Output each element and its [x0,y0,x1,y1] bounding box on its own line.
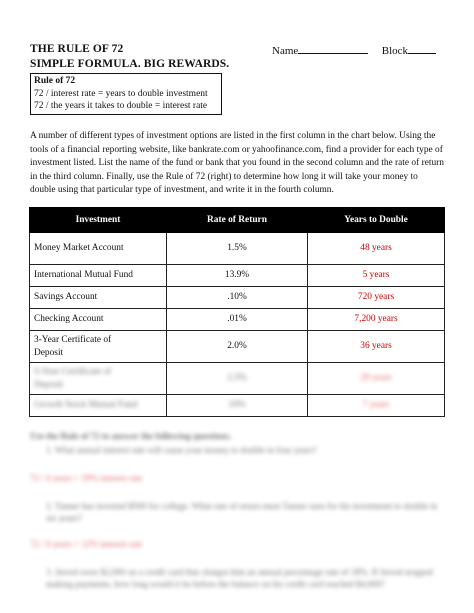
rule-box-title: Rule of 72 [34,76,76,86]
header-years: Years to Double [308,208,445,233]
table-row [30,309,445,331]
name-block-fields [272,43,436,57]
instructions-paragraph: A number of different types of investment options are listed in the first column in the chart below. Using the tools of a financial reporting website, like bankrate.com or yahoofinance.com, find a provider for each type of investment listed. List the name of the fund or bank that you found in the second column and the rate of return in the third column. Finally, use the Rule of 72 (right) to determine how long it will take your money to double using that particular type of investment, and write it in the fourth column. [30,131,444,195]
cell-rate: .01% [166,309,307,331]
cell-investment: Growth Stock Mutual Fund [30,395,167,417]
cell-investment: Checking Account [30,309,167,331]
header-rate: Rate of Return [166,208,307,233]
investment-table [29,207,445,417]
table-row [30,395,445,417]
cell-rate: 1.5% [166,233,307,265]
questions-section [30,430,444,590]
cell-years: 5 years [308,265,445,287]
worksheet-title: THE RULE OF 72 [30,43,124,55]
table-header-row [30,208,445,233]
cell-rate: 2.0% [166,331,307,363]
table-row [30,233,445,265]
cell-investment: Savings Account [30,287,167,309]
block-field[interactable] [408,43,436,54]
question-item: 1. What annual interest rate will cause your money to double in four years? [46,445,317,455]
questions-heading: Use the Rule of 72 to answer the following questions. [30,431,232,441]
cell-years: 720 years [308,287,445,309]
cell-rate: 2.5% [166,363,307,395]
cell-years: 48 years [308,233,445,265]
table-row [30,331,445,363]
table-row [30,363,445,395]
cell-years: 29 years [308,363,445,395]
name-label: Name [272,45,299,57]
cell-rate: 10% [166,395,307,417]
name-field[interactable] [298,43,368,54]
rule-of-72-box [30,73,222,115]
cell-investment: Money Market Account [30,233,167,265]
table-row [30,287,445,309]
header-investment: Investment [30,208,167,233]
cell-years: 36 years [308,331,445,363]
answer-item: 72 / 6 years = 12% interest rate [30,539,143,549]
rule-box-line2: 72 / the years it takes to double = interest rate [34,101,208,111]
cell-investment: International Mutual Fund [30,265,167,287]
block-label: Block [381,45,409,57]
cell-investment: 5-Year Certificate of Deposit [30,363,167,395]
question-item: 3. Jerrod owes $2,000 on a credit card that charges him an annual percentage rate of 18%. If Jerrod stopped making payments, how long would it be before the balance on his credit card reached $4,000? [46,567,433,589]
question-item: 2. Tanner has invested $500 for college. What rate of return must Tanner earn for his investment to double in six years? [46,501,438,523]
cell-years: 7,200 years [308,309,445,331]
cell-investment: 3-Year Certificate of Deposit [30,331,167,363]
cell-rate: 13.9% [166,265,307,287]
worksheet-subtitle: SIMPLE FORMULA. BIG REWARDS. [30,58,230,70]
answer-item: 72 / 4 years = 18% interest rate [30,473,143,483]
rule-box-line1: 72 / interest rate = years to double investment [34,88,208,99]
cell-years: 7 years [308,395,445,417]
cell-rate: .10% [166,287,307,309]
table-row [30,265,445,287]
